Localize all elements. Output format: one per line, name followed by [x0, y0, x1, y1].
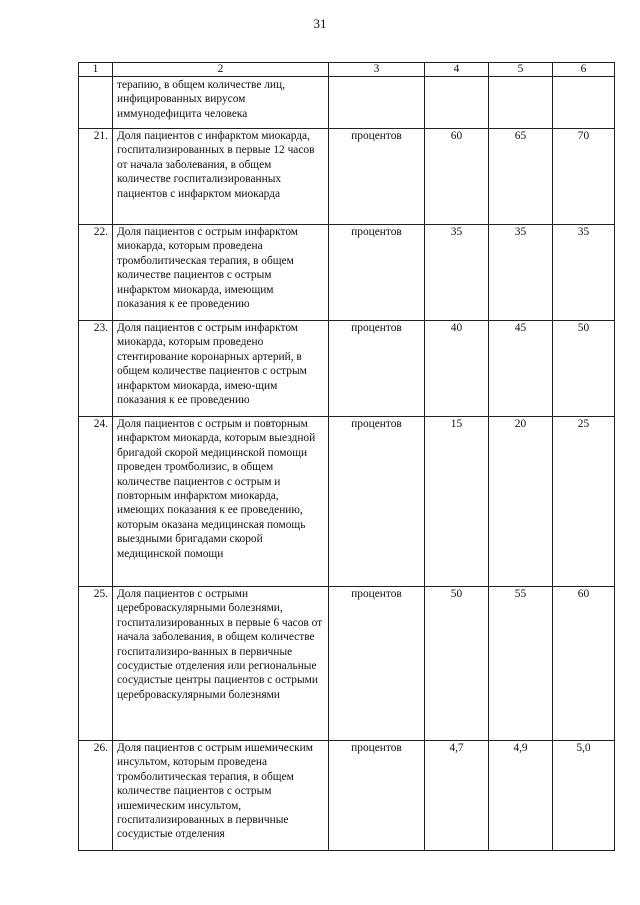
indicator-description: Доля пациентов с острыми цереброваскулярными болезнями, госпитализированных в первые 6 часов от начала заболевания, в общем количестве госпитализиро-ванных в первичные сосудистые отделения или региональные сосудистые центры пациентов с острыми цереброваскулярными болезнями	[113, 587, 329, 741]
unit-cell: процентов	[329, 129, 425, 225]
indicator-description: терапию, в общем количестве лиц, инфицированных вирусом иммунодефицита человека	[113, 77, 329, 129]
row-number: 22.	[79, 225, 113, 321]
row-number: 23.	[79, 321, 113, 417]
value-cell	[553, 77, 615, 129]
value-cell: 4,9	[489, 741, 553, 851]
indicator-description: Доля пациентов с острым и повторным инфарктом миокарда, которым выездной бригадой скорой медицинской помощи проведен тромболизис, в общем количестве пациентов с острым и повторным инфарктом миокарда, имеющих показания к ее проведению, которым оказана медицинская помощь выездными бригадами скорой медицинской помощи	[113, 417, 329, 587]
indicator-description: Доля пациентов с острым инфарктом миокарда, которым проведено стентирование коронарных артерий, в общем количестве пациентов с острым инфарктом миокарда, имею-щим показания к ее проведению	[113, 321, 329, 417]
column-header: 3	[329, 63, 425, 77]
indicator-description: Доля пациентов с острым ишемическим инсультом, которым проведена тромболитическая терапия, в общем количестве пациентов с острым ишемическим инсультом, госпитализированных в первичные сосудистые отделения	[113, 741, 329, 851]
row-number: 21.	[79, 129, 113, 225]
row-number: 26.	[79, 741, 113, 851]
value-cell: 55	[489, 587, 553, 741]
value-cell: 35	[553, 225, 615, 321]
column-header: 1	[79, 63, 113, 77]
value-cell: 65	[489, 129, 553, 225]
row-number: 25.	[79, 587, 113, 741]
value-cell: 4,7	[425, 741, 489, 851]
table-row	[79, 741, 615, 851]
value-cell	[425, 77, 489, 129]
table-row	[79, 77, 615, 129]
value-cell: 40	[425, 321, 489, 417]
row-number	[79, 77, 113, 129]
unit-cell: процентов	[329, 417, 425, 587]
table-row	[79, 225, 615, 321]
value-cell: 15	[425, 417, 489, 587]
table-row	[79, 417, 615, 587]
value-cell: 45	[489, 321, 553, 417]
unit-cell: процентов	[329, 741, 425, 851]
indicator-description: Доля пациентов с острым инфарктом миокарда, которым проведена тромболитическая терапия, в общем количестве пациентов с острым инфарктом миокарда, имеющим показания к ее проведению	[113, 225, 329, 321]
unit-cell: процентов	[329, 225, 425, 321]
value-cell: 5,0	[553, 741, 615, 851]
table-row	[79, 129, 615, 225]
column-header: 6	[553, 63, 615, 77]
table-row	[79, 321, 615, 417]
value-cell: 70	[553, 129, 615, 225]
indicator-description: Доля пациентов с инфарктом миокарда, госпитализированных в первые 12 часов от начала заболевания, в общем количестве госпитализированных пациентов с инфарктом миокарда	[113, 129, 329, 225]
value-cell: 35	[425, 225, 489, 321]
table-header-row	[79, 63, 615, 77]
unit-cell: процентов	[329, 321, 425, 417]
unit-cell	[329, 77, 425, 129]
value-cell: 50	[425, 587, 489, 741]
page-number: 31	[313, 16, 327, 31]
value-cell: 50	[553, 321, 615, 417]
column-header: 4	[425, 63, 489, 77]
value-cell	[489, 77, 553, 129]
value-cell: 60	[425, 129, 489, 225]
value-cell: 20	[489, 417, 553, 587]
value-cell: 25	[553, 417, 615, 587]
row-number: 24.	[79, 417, 113, 587]
column-header: 2	[113, 63, 329, 77]
indicators-table	[78, 62, 615, 851]
value-cell: 35	[489, 225, 553, 321]
unit-cell: процентов	[329, 587, 425, 741]
table-row	[79, 587, 615, 741]
column-header: 5	[489, 63, 553, 77]
value-cell: 60	[553, 587, 615, 741]
